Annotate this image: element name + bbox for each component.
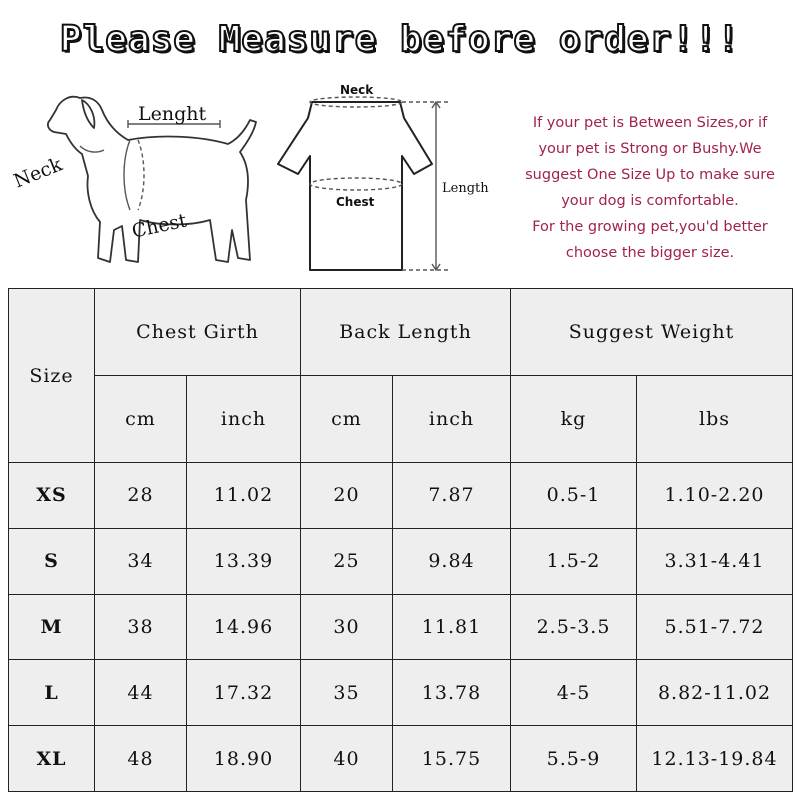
table-cell: 11.81 (393, 594, 511, 660)
table-cell: 13.39 (187, 528, 301, 594)
dog-chest-label: Chest (129, 209, 189, 243)
table-cell: 14.96 (187, 594, 301, 660)
size-cell: S (9, 528, 95, 594)
table-cell: 3.31-4.41 (637, 528, 793, 594)
table-cell: 25 (301, 528, 393, 594)
unit-header: inch (187, 376, 301, 463)
table-cell: 5.5-9 (511, 726, 637, 792)
sizing-advice-line: If your pet is Between Sizes,or if (532, 115, 768, 131)
size-cell: M (9, 594, 95, 660)
unit-header: cm (95, 376, 187, 463)
table-cell: 28 (95, 463, 187, 529)
table-cell: 1.5-2 (511, 528, 637, 594)
size-cell: L (9, 660, 95, 726)
suggest-weight-header: Suggest Weight (511, 289, 793, 376)
unit-header: lbs (637, 376, 793, 463)
sizing-advice-line: your dog is comfortable. (561, 193, 739, 209)
table-row (9, 726, 793, 792)
chest-girth-header: Chest Girth (95, 289, 301, 376)
table-cell: 12.13-19.84 (637, 726, 793, 792)
table-cell: 20 (301, 463, 393, 529)
table-cell: 0.5-1 (511, 463, 637, 529)
shirt-chest-label: Chest (336, 195, 375, 209)
table-cell: 11.02 (187, 463, 301, 529)
dog-measurement-illustration (10, 80, 270, 280)
table-row (9, 528, 793, 594)
unit-header: cm (301, 376, 393, 463)
shirt-measurement-illustration (270, 80, 500, 280)
table-cell: 13.78 (393, 660, 511, 726)
table-row (9, 463, 793, 529)
shirt-length-label: Length (442, 181, 489, 196)
dog-length-label: Lenght (138, 103, 207, 125)
table-cell: 48 (95, 726, 187, 792)
dog-neck-label: Neck (10, 153, 66, 193)
sizing-advice-line: suggest One Size Up to make sure (525, 167, 775, 183)
table-cell: 38 (95, 594, 187, 660)
size-chart-table (8, 288, 793, 792)
table-cell: 5.51-7.72 (637, 594, 793, 660)
size-cell: XL (9, 726, 95, 792)
table-cell: 40 (301, 726, 393, 792)
size-header: Size (9, 289, 95, 463)
sizing-advice-line: your pet is Strong or Bushy.We (538, 141, 762, 157)
sizing-advice (505, 110, 795, 266)
table-cell: 2.5-3.5 (511, 594, 637, 660)
page-title: Please Measure before order!!! (59, 19, 741, 60)
table-cell: 9.84 (393, 528, 511, 594)
unit-header: kg (511, 376, 637, 463)
sizing-advice-line: choose the bigger size. (565, 245, 735, 261)
table-cell: 44 (95, 660, 187, 726)
table-row (9, 594, 793, 660)
table-cell: 35 (301, 660, 393, 726)
unit-header: inch (393, 376, 511, 463)
table-cell: 8.82-11.02 (637, 660, 793, 726)
table-cell: 1.10-2.20 (637, 463, 793, 529)
sizing-advice-line: For the growing pet,you'd better (532, 219, 768, 235)
table-cell: 4-5 (511, 660, 637, 726)
table-cell: 30 (301, 594, 393, 660)
table-cell: 7.87 (393, 463, 511, 529)
table-cell: 18.90 (187, 726, 301, 792)
back-length-header: Back Length (301, 289, 511, 376)
table-cell: 15.75 (393, 726, 511, 792)
shirt-neck-label: Neck (340, 83, 374, 97)
size-cell: XS (9, 463, 95, 529)
table-cell: 34 (95, 528, 187, 594)
table-row (9, 660, 793, 726)
table-cell: 17.32 (187, 660, 301, 726)
